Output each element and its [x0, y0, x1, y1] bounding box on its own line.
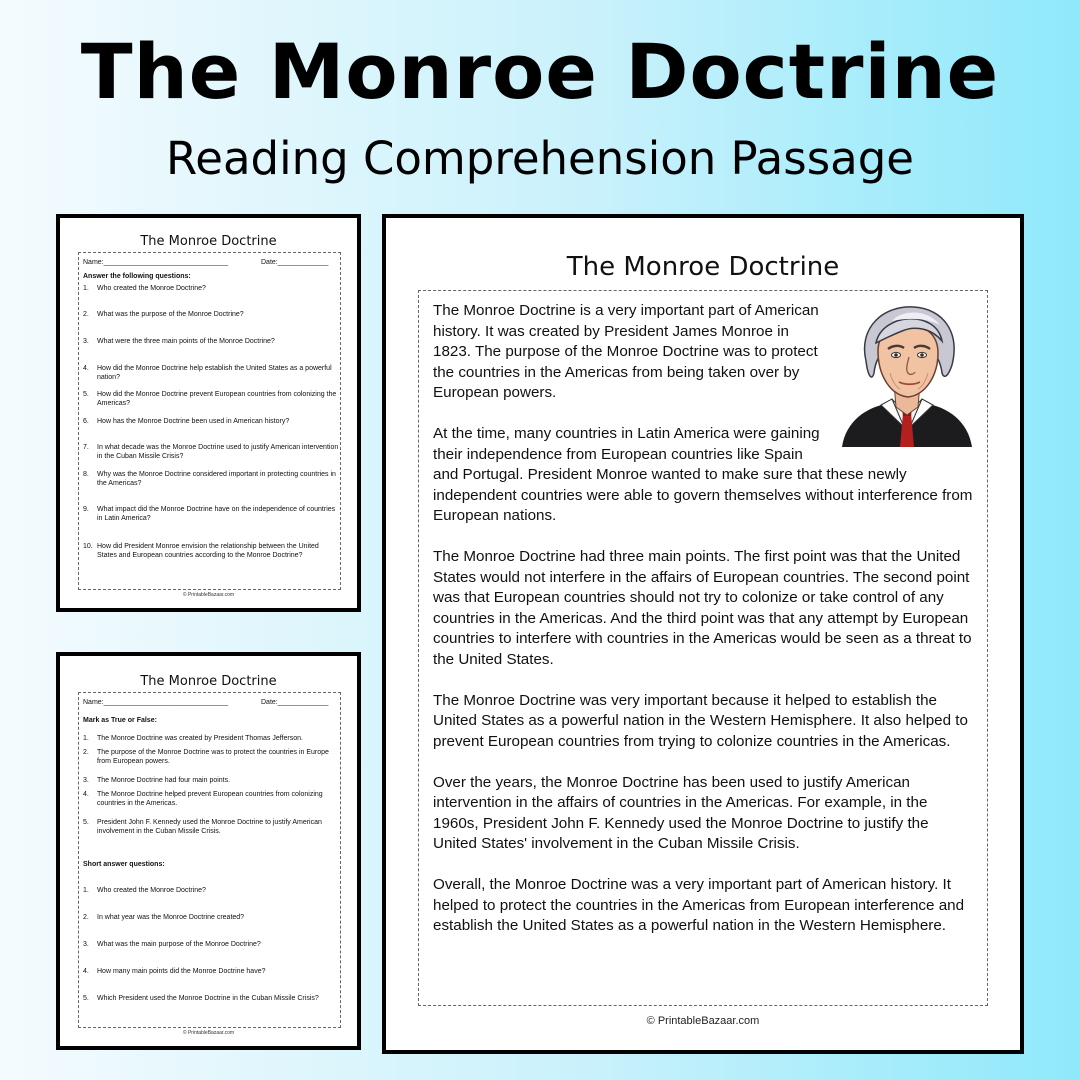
short-answer-number: 4. [83, 968, 89, 975]
question-number: 6. [83, 418, 89, 425]
passage-footer: © PrintableBazaar.com [646, 1015, 760, 1027]
short-answer-number: 5. [83, 995, 89, 1002]
short-answer-text: How many main points did the Monroe Doctrine have? [97, 968, 266, 975]
question-text: In what decade was the Monroe Doctrine used to justify American intervention in the Cuban Missile Crisis? [97, 444, 339, 460]
short-answer-text: Which President used the Monroe Doctrine in the Cuban Missile Crisis? [97, 995, 319, 1002]
question-number: 4. [83, 365, 89, 372]
question-text: Why was the Monroe Doctrine considered important in protecting countries in the Americas? [97, 471, 336, 487]
question-number: 3. [83, 338, 89, 345]
question-text: How has the Monroe Doctrine been used in American history? [97, 418, 290, 425]
question-number: 8. [83, 471, 89, 478]
true-false-number: 3. [83, 777, 89, 784]
date-line: Date:_____________ [261, 699, 329, 706]
question-number: 2. [83, 311, 89, 318]
true-false-text: The Monroe Doctrine was created by President Thomas Jefferson. [97, 735, 303, 742]
main-title: The Monroe Doctrine [80, 27, 1000, 116]
passage-paragraph: At the time, many countries in Latin America were gaining their independence from European countries like Spain and Portugal. President Monroe wanted to make sure that these newly independent countries were able to govern themselves without interference from European nations. [433, 425, 973, 524]
short-answer-number: 1. [83, 887, 89, 894]
short-answer-text: In what year was the Monroe Doctrine created? [97, 914, 245, 921]
short-answer-heading: Short answer questions: [83, 861, 165, 868]
worksheet-footer: © PrintableBazaar.com [182, 1030, 235, 1036]
question-list [83, 253, 339, 583]
worksheet-frame [78, 692, 341, 1028]
true-false-text: The Monroe Doctrine had four main points. [97, 777, 231, 784]
true-false-number: 4. [83, 791, 89, 798]
question-number: 9. [83, 506, 89, 513]
worksheet-frame [78, 252, 341, 590]
name-line: Name:________________________________ [83, 699, 229, 706]
worksheet-footer: © PrintableBazaar.com [182, 592, 235, 598]
instructions: Answer the following questions: [83, 273, 191, 280]
worksheet-title: The Monroe Doctrine [140, 674, 277, 689]
question-number: 5. [83, 391, 89, 398]
short-answer-text: Who created the Monroe Doctrine? [97, 887, 206, 894]
passage-body [433, 301, 975, 957]
name-line: Name:________________________________ [83, 259, 229, 266]
worksheet-questions-preview [56, 214, 361, 612]
true-false-number: 1. [83, 735, 89, 742]
passage-paragraph: Over the years, the Monroe Doctrine has been used to justify American intervention in the affairs of countries in the Americas. For example, in the 1960s, President John F. Kennedy used the Monroe Doctrine to justify the United States' involvement in the Cuban Missile Crisis. [433, 773, 929, 852]
worksheet-true-false-preview [56, 652, 361, 1050]
true-false-number: 2. [83, 749, 89, 756]
president-monroe-portrait [832, 303, 982, 447]
passage-sheet [382, 214, 1024, 1054]
true-false-text: The Monroe Doctrine helped prevent European countries from colonizing countries in the Americas. [97, 791, 323, 807]
true-false-text: The purpose of the Monroe Doctrine was to protect the countries in Europe from European powers. [97, 749, 329, 765]
question-number: 1. [83, 285, 89, 292]
passage-paragraph: The Monroe Doctrine was very important because it helped to establish the United States as a powerful nation in the Western Hemisphere. It also helped to prevent European countries from trying to colonize countries in the Americas. [433, 691, 968, 750]
short-answer-text: What was the main purpose of the Monroe Doctrine? [97, 941, 261, 948]
worksheet-title: The Monroe Doctrine [140, 234, 277, 249]
true-false-text: President John F. Kennedy used the Monroe Doctrine to justify American involvement in the Cuban Missile Crisis. [97, 819, 322, 835]
question-number: 10. [83, 543, 93, 550]
question-text: What was the purpose of the Monroe Doctrine? [97, 311, 244, 318]
question-number: 7. [83, 444, 89, 451]
question-text: How did the Monroe Doctrine prevent European countries from colonizing the Americas? [97, 391, 337, 407]
passage-title: The Monroe Doctrine [566, 252, 840, 282]
passage-frame [418, 290, 988, 1006]
date-line: Date:_____________ [261, 259, 329, 266]
question-text: What were the three main points of the Monroe Doctrine? [97, 338, 275, 345]
passage-paragraph: The Monroe Doctrine is a very important part of American history. It was created by President James Monroe in 1823. The purpose of the Monroe Doctrine was to protect the countries in the Americas from being taken over by European powers. [433, 302, 819, 401]
short-answer-number: 3. [83, 941, 89, 948]
short-answer-number: 2. [83, 914, 89, 921]
short-answer-list [83, 693, 339, 1023]
question-text: Who created the Monroe Doctrine? [97, 285, 206, 292]
true-false-number: 5. [83, 819, 89, 826]
subtitle: Reading Comprehension Passage [166, 132, 914, 185]
question-text: How did President Monroe envision the relationship between the United States and European countries according to the Monroe Doctrine? [97, 543, 319, 559]
passage-paragraph: The Monroe Doctrine had three main points. The first point was that the United States would not interfere in the affairs of European countries. The second point was that European countries should not try to colonize or take control of any countries in the Americas. And the third point was that any attempt by European countries to interfere with countries in the Americas would be seen as a threat to the United States. [433, 548, 972, 668]
question-text: What impact did the Monroe Doctrine have on the independence of countries in Latin America? [97, 506, 336, 522]
true-false-heading: Mark as True or False: [83, 717, 157, 724]
passage-paragraph: Overall, the Monroe Doctrine was a very important part of American history. It helped to protect the countries in the Americas from European interference and establish the United States as a powerful nation in the Western Hemisphere. [433, 876, 965, 934]
question-text: How did the Monroe Doctrine help establish the United States as a powerful nation? [97, 365, 332, 381]
